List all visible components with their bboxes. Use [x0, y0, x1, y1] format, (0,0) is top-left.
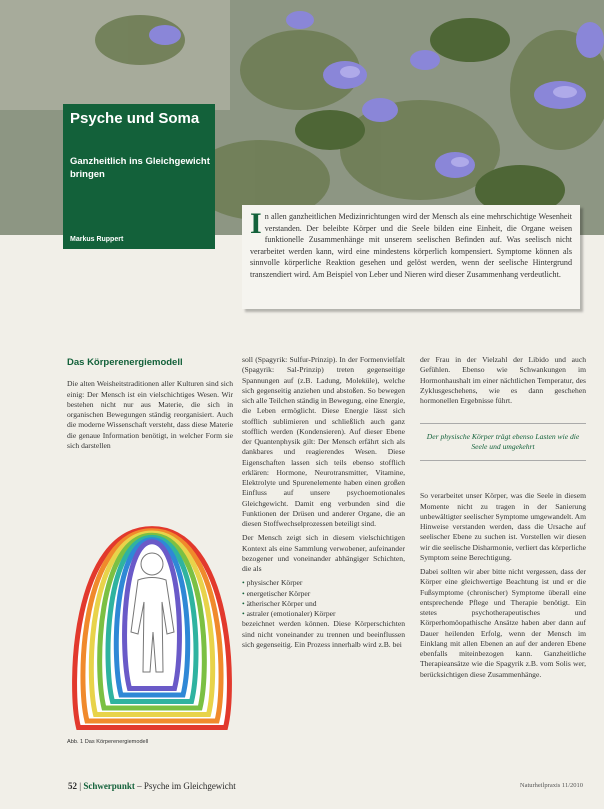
list-item: • energetischer Körper — [242, 589, 405, 599]
intro-box — [242, 205, 580, 309]
pull-quote: Der physische Körper trägt ebenso Lasten wie die Seele und umgekehrt — [420, 423, 586, 461]
section-heading: Das Körperenergiemodell — [67, 357, 183, 368]
paragraph: Dabei sollten wir aber bitte nicht vergessen, dass der Körper eine gleichwertige Beachtung ist und er die Fußsymptome (chronischer) Symptome überall eine entsprechende Pflege und Therapie benötigt. Ein stetes psychotherapeutisches und Körperhomöopathische Ansätze haben aber dann auf Dauer heilenden Erfolg, wenn der Mensch im Einklang mit allen Ebenen an auf der anderen Ebene ebenfalls miteinbezogen kann. Ganzheitliche Therapieansätze wie die Spagyrik z.B. vom Solis wer, berücksichtigen diese Zusammenhänge. — [420, 567, 586, 679]
paragraph: Die alten Weisheitstraditionen aller Kulturen sind sich einig: Der Mensch ist ein vielschichtiges Wesen. Wir bestehen nicht nur aus Materie, die sich in organischen Bewegungen ständig reorganisiert. Auch die moderne Wissenschaft versteht, dass diese Materie die genaue Information benötigt, in welcher Form sie sich darstellen — [67, 379, 233, 450]
intro-text: n allen ganzheitlichen Medizinrichtungen wird der Mensch als eine mehrschichtige Wesenheit verstanden. Der beleibte Körper und die Seele bilden eine Einheit, die Organe weisen funktionelle Zusammenhänge mit unserem seelischen Befinden auf. Was seelisch nicht verarbeitet werden kann, wird eine mindestens körperlich kompensiert. Symptome können als sinnvolle körperliche Reaktion gesehen und gelöst werden, wenn der seelische Hintergrund transzendiert wird. Am Beispiel von Leber und Nieren wird dieser Zusammenhang verdeutlicht. — [250, 212, 572, 279]
author-name: Markus Ruppert — [70, 236, 124, 243]
footer-section: Schwerpunkt — [83, 781, 135, 791]
column-2 — [242, 355, 405, 654]
paragraph: bezeichnet werden können. Diese Körperschichten sind nicht voneinander zu trennen und beeinflussen sich gegenseitig. Ein Prozess innerhalb wird z.B. bei — [242, 619, 405, 649]
body-layers-list — [242, 578, 405, 619]
paragraph: soll (Spagyrik: Sulfur-Prinzip). In der Formenvielfalt (Spagyrik: Sal-Prinzip) treten gegenseitige Spannungen auf (z.B. Ladung, Moleküle), welche sich gegenseitig anziehen und abstoßen. So bewegen sich alle Teilchen ständig in Bewegung, eine Energie, die Leben ermöglicht. Diese Energie lässt sich stofflich sublimieren und schließlich auch ganz stofflich werden (Kondensieren). Auf dieser Ebene der Quantenphysik gilt: Der Mensch erfährt sich als dankbares und reagierendes Wesen. Diese Eigenschaften lassen sich teils ebenso stofflich erklären: Hormone, Neurotransmitter, Vitamine, Elektrolyte und Spurenelemente haben einen großen Einfluss auf unsere psychoemotionales Gleichgewicht. Damit eng verbunden sind die Funktionen der Drüsen und anderer Organe, die an diesen Stoffwechselprozessen beteiligt sind. — [242, 355, 405, 528]
journal-issue: Naturheilpraxis 11/2010 — [519, 782, 583, 789]
body-energy-diagram — [70, 522, 235, 737]
paragraph: Der Mensch zeigt sich in diesem vielschichtigen Kontext als eine Sammlung verwobener, aufeinander bezogener und voneinander abhängiger Schichten, die als — [242, 533, 405, 573]
article-title: Psyche und Soma — [70, 110, 200, 127]
figure-caption: Abb. 1 Das Körperenergiemodell — [67, 739, 149, 745]
paragraph: So verarbeitet unser Körper, was die Seele in diesem Momente nicht zu tragen in der Sanierung unbewältigter seelischer Symptome umgewandelt. Am Hinweise verstanden werden, dass die Ursache auf seelischer Ebene zu suchen ist. Vorstellen wir diesen wir die seelische Disharmonie, verliert das körperliche Symptom seine Berechtigung. — [420, 491, 586, 562]
footer-title: Psyche im Gleichgewicht — [143, 781, 236, 791]
list-item: • astraler (emotionaler) Körper — [242, 609, 405, 619]
column-1 — [67, 355, 233, 455]
list-item: • ätherischer Körper und — [242, 599, 405, 609]
title-box — [63, 104, 215, 249]
aura-figure — [70, 522, 235, 737]
page-footer: 52 | Schwerpunkt – Psyche im Gleichgewicht Naturheilpraxis 11/2010 — [68, 781, 583, 791]
paragraph: der Frau in der Vielzahl der Libido und auch Gefühlen. Ebenso wie Schwankungen im Hormonhaushalt im einer nächtlichen Temperatur, des Zyklusgeschehens, wie es dann geschehen hormonellen Ergebnisse führt. — [420, 355, 586, 405]
list-item: • physischer Körper — [242, 578, 405, 588]
column-3 — [420, 355, 586, 684]
drop-cap: I — [250, 207, 262, 240]
page-number: 52 — [68, 781, 77, 791]
article-subtitle: Ganzheitlich ins Gleichgewicht bringen — [70, 156, 210, 180]
